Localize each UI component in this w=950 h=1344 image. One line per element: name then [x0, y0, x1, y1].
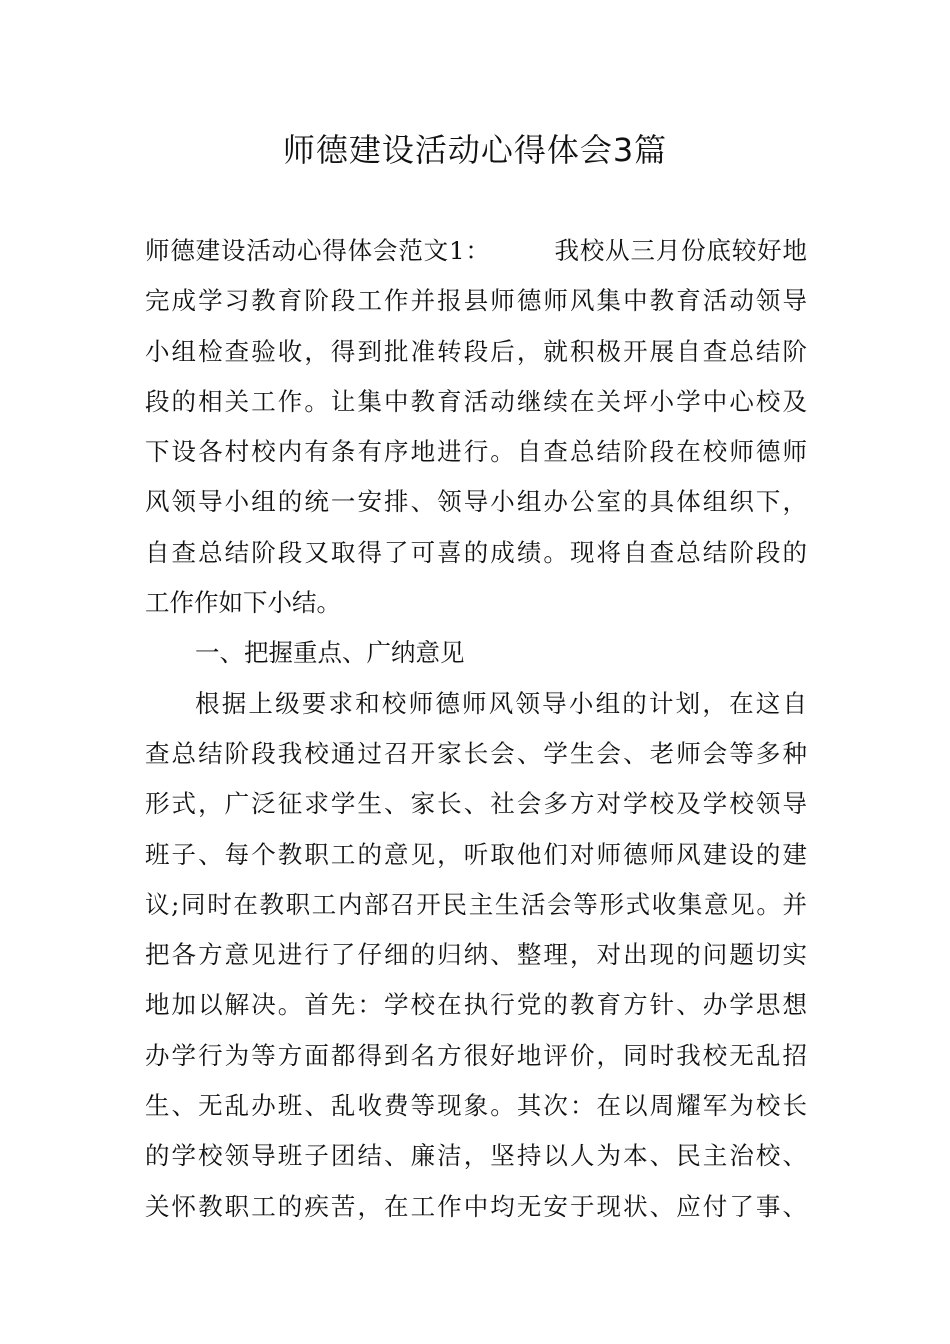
text-line: 办学行为等方面都得到名方很好地评价，同时我校无乱招	[145, 1040, 807, 1070]
text-line: 地加以解决。首先：学校在执行党的教育方针、办学思想	[145, 990, 807, 1020]
text-line: 师德建设活动心得体会范文1： 我校从三月份底较好地	[145, 236, 807, 265]
text-line: 生、无乱办班、乱收费等现象。其次：在以周耀军为校长	[145, 1091, 807, 1121]
text-line: 形式，广泛征求学生、家长、社会多方对学校及学校领导	[145, 789, 807, 819]
text-line: 工作作如下小结。	[145, 588, 341, 618]
text-line: 段的相关工作。让集中教育活动继续在关坪小学中心校及	[145, 386, 807, 416]
text-line: 把各方意见进行了仔细的归纳、整理，对出现的问题切实	[145, 940, 807, 970]
text-line: 小组检查验收，得到批准转段后，就积极开展自查总结阶	[145, 336, 807, 366]
text-line: 根据上级要求和校师德师风领导小组的计划，在这自	[195, 688, 807, 718]
text-line: 班子、每个教职工的意见，听取他们对师德师风建设的建	[145, 839, 807, 869]
text-line: 下设各村校内有条有序地进行。自查总结阶段在校师德师	[145, 437, 807, 467]
text-line: 关怀教职工的疾苦，在工作中均无安于现状、应付了事、	[145, 1191, 807, 1221]
text-line: 查总结阶段我校通过召开家长会、学生会、老师会等多种	[145, 738, 807, 768]
text-line: 自查总结阶段又取得了可喜的成绩。现将自查总结阶段的	[145, 537, 807, 567]
text-line: 一、把握重点、广纳意见	[195, 638, 465, 668]
document-title: 师德建设活动心得体会3篇	[282, 131, 668, 169]
text-line: 议;同时在教职工内部召开民主生活会等形式收集意见。并	[145, 889, 807, 919]
text-line: 风领导小组的统一安排、领导小组办公室的具体组织下，	[145, 487, 807, 517]
text-line: 完成学习教育阶段工作并报县师德师风集中教育活动领导	[145, 286, 807, 316]
document-body	[145, 226, 807, 1232]
text-line: 的学校领导班子团结、廉洁，坚持以人为本、民主治校、	[145, 1141, 807, 1171]
